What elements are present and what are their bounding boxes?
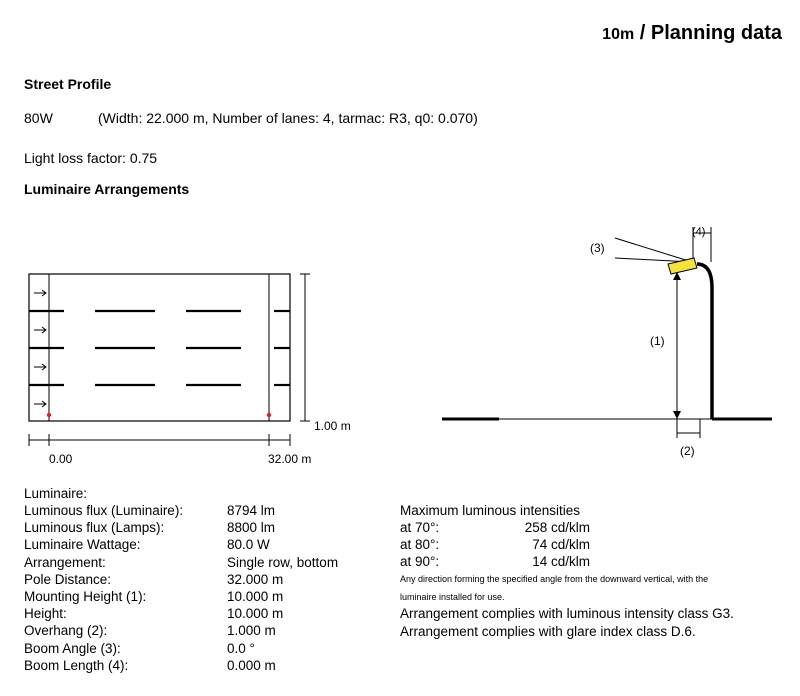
luminaire-values [227, 502, 338, 674]
pole-marker-left [47, 413, 51, 417]
pole [697, 264, 712, 419]
intensities-heading: Maximum luminous intensities [400, 503, 581, 518]
luminaire-value: 8800 lm [227, 520, 276, 536]
luminaire-label: Mounting Height (1): [24, 588, 147, 604]
luminaire-value: 80.0 W [227, 537, 270, 553]
intensity-angles [400, 519, 439, 571]
label-boom-length: (4) [692, 226, 706, 238]
luminaire-label: Luminous flux (Lamps): [24, 520, 165, 536]
luminaire-label: Arrangement: [24, 554, 106, 570]
luminaire-labels [24, 502, 183, 674]
intensity-angle: at 90°: [400, 554, 440, 570]
intensity-angle: at 70°: [400, 520, 440, 535]
luminaire-label: Boom Length (4): [24, 657, 129, 673]
luminaire-label: Pole Distance: [24, 571, 112, 587]
intensity-value: 14 cd/klm [532, 554, 590, 570]
compliance-d6: Arrangement complies with glare index class D.6. [400, 624, 696, 639]
intensity-value: 258 cd/klm [524, 520, 590, 535]
dim-height-label: 1.00 m [314, 419, 351, 433]
street-profile-heading: Street Profile [24, 76, 112, 92]
title-prefix: 10m [602, 26, 635, 43]
luminaire-label: Luminous flux (Luminaire): [24, 503, 184, 518]
page-title [602, 22, 782, 45]
luminaire-value: 8794 lm [227, 503, 276, 518]
pole-marker-right [267, 413, 271, 417]
dim-end-label: 32.00 m [268, 452, 312, 466]
luminaire-label: Height: [24, 606, 67, 622]
light-loss-factor: Light loss factor: 0.75 [24, 150, 158, 166]
luminaire-value: 10.000 m [227, 588, 284, 604]
dim-start-label: 0.00 [49, 452, 73, 466]
arrangements-heading: Luminaire Arrangements [24, 181, 190, 197]
label-boom-angle: (3) [590, 241, 605, 255]
luminaire-head [668, 258, 697, 274]
label-overhang: (2) [680, 444, 695, 458]
luminaire-value: 1.000 m [227, 623, 276, 639]
compliance-g3: Arrangement complies with luminous intensity class G3. [400, 606, 734, 621]
intensity-values [490, 519, 590, 571]
road-outline [29, 274, 290, 421]
luminaire-value: 0.000 m [227, 657, 276, 673]
luminaire-value: 0.0 ° [227, 640, 255, 656]
luminaire-label: Overhang (2): [24, 623, 108, 639]
luminaire-heading: Luminaire: [24, 486, 88, 501]
title-text: Planning data [650, 22, 782, 44]
plan-view-diagram [0, 0, 400, 480]
luminaire-value: Single row, bottom [227, 554, 339, 570]
street-profile-name: 80W [24, 110, 53, 126]
intensity-value: 74 cd/klm [532, 537, 590, 553]
luminaire-label: Luminaire Wattage: [24, 537, 141, 553]
luminaire-value: 10.000 m [227, 606, 284, 622]
intensity-note-line1: Any direction forming the specified angle from the downward vertical, with the [400, 574, 709, 584]
intensity-note-line2: luminaire installed for use. [400, 592, 505, 602]
title-separator: / [634, 22, 651, 44]
label-mounting-height: (1) [650, 334, 665, 348]
street-profile-details: (Width: 22.000 m, Number of lanes: 4, tarmac: R3, q0: 0.070) [98, 110, 478, 126]
intensity-angle: at 80°: [400, 537, 440, 553]
luminaire-value: 32.000 m [227, 571, 284, 587]
luminaire-label: Boom Angle (3): [24, 640, 121, 656]
side-view-diagram [400, 200, 800, 470]
